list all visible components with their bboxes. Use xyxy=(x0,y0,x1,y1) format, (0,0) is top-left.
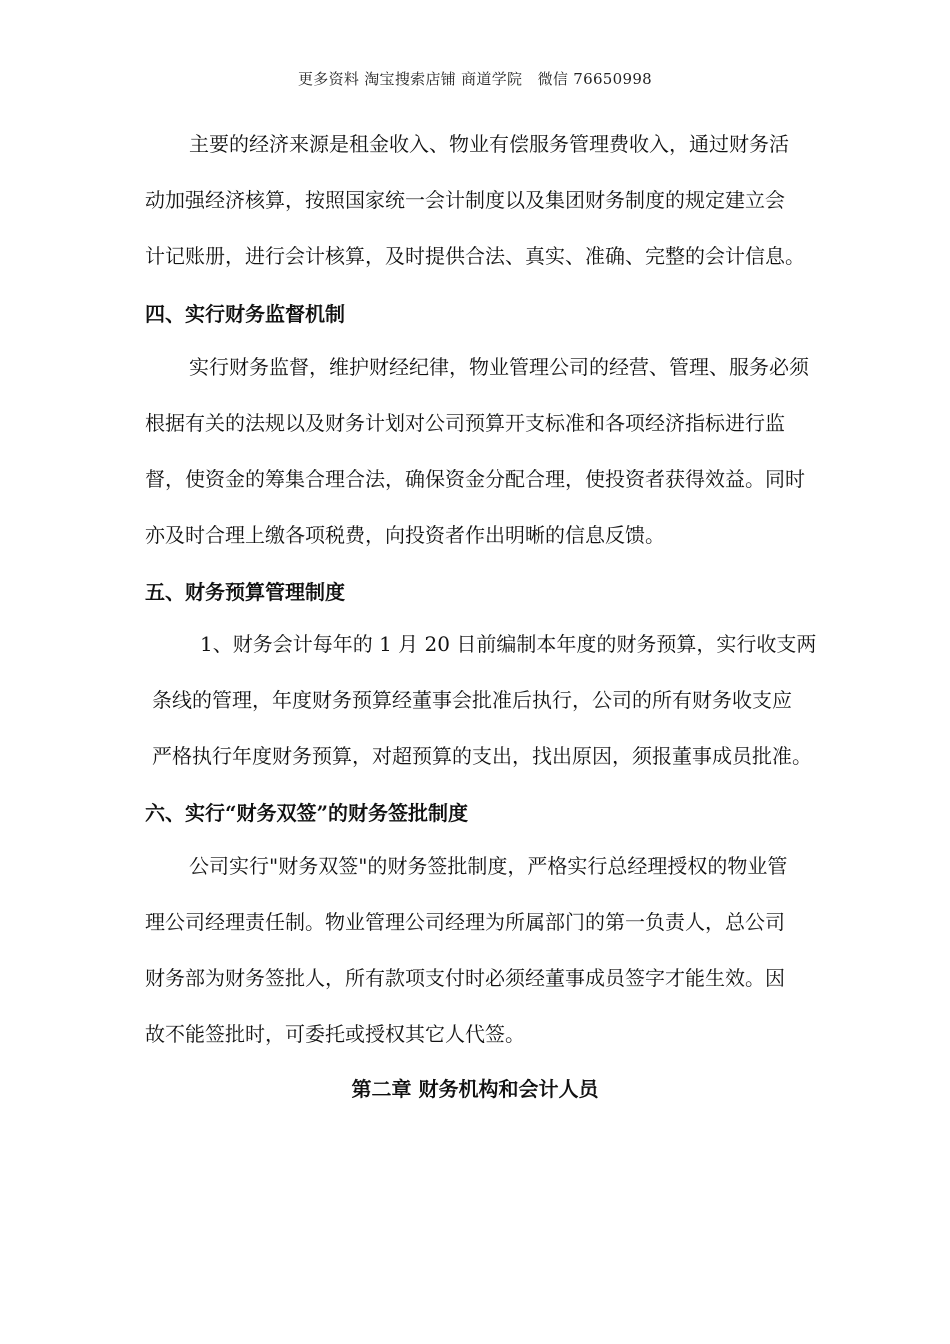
text-line: 1、财务会计每年的 1 月 20 日前编制本年度的财务预算，实行收支两 xyxy=(200,632,817,656)
page-header: 更多资料 淘宝搜索店铺 商道学院 微信 76650998 xyxy=(297,70,653,88)
paragraph-financial-supervision xyxy=(145,339,865,563)
text-line: 亦及时合理上缴各项税费，向投资者作出明晰的信息反馈。 xyxy=(145,523,665,547)
text-line: 动加强经济核算，按照国家统一会计制度以及集团财务制度的规定建立会 xyxy=(145,188,785,212)
paragraph-economic-source xyxy=(145,116,865,284)
text-line: 条线的管理，年度财务预算经董事会批准后执行，公司的所有财务收支应 xyxy=(152,688,792,712)
section-heading: 四、实行财务监督机制 xyxy=(145,302,345,326)
text-line: 主要的经济来源是租金收入、物业有偿服务管理费收入，通过财务活 xyxy=(189,132,789,156)
text-line: 严格执行年度财务预算，对超预算的支出，找出原因，须报董事成员批准。 xyxy=(152,744,812,768)
text-line: 故不能签批时，可委托或授权其它人代签。 xyxy=(145,1022,525,1046)
paragraph-dual-signature xyxy=(145,838,865,1062)
text-line: 理公司经理责任制。物业管理公司经理为所属部门的第一负责人，总公司 xyxy=(145,910,785,934)
section-heading: 六、实行“财务双签”的财务签批制度 xyxy=(145,801,469,825)
text-line: 计记账册，进行会计核算，及时提供合法、真实、准确、完整的会计信息。 xyxy=(145,244,805,268)
paragraph-budget-management xyxy=(152,616,872,784)
text-line: 督，使资金的筹集合理合法，确保资金分配合理，使投资者获得效益。同时 xyxy=(145,467,805,491)
section-heading-5 xyxy=(145,576,865,605)
section-heading: 五、财务预算管理制度 xyxy=(145,580,345,604)
section-heading-6 xyxy=(145,797,865,826)
section-heading-4 xyxy=(145,298,865,327)
chapter-title: 第二章 财务机构和会计人员 xyxy=(351,1077,599,1101)
text-line: 财务部为财务签批人，所有款项支付时必须经董事成员签字才能生效。因 xyxy=(145,966,785,990)
text-line: 公司实行"财务双签"的财务签批制度，严格实行总经理授权的物业管 xyxy=(189,854,788,878)
text-line: 实行财务监督，维护财经纪律，物业管理公司的经营、管理、服务必须 xyxy=(189,355,809,379)
text-line: 根据有关的法规以及财务计划对公司预算开支标准和各项经济指标进行监 xyxy=(145,411,785,435)
